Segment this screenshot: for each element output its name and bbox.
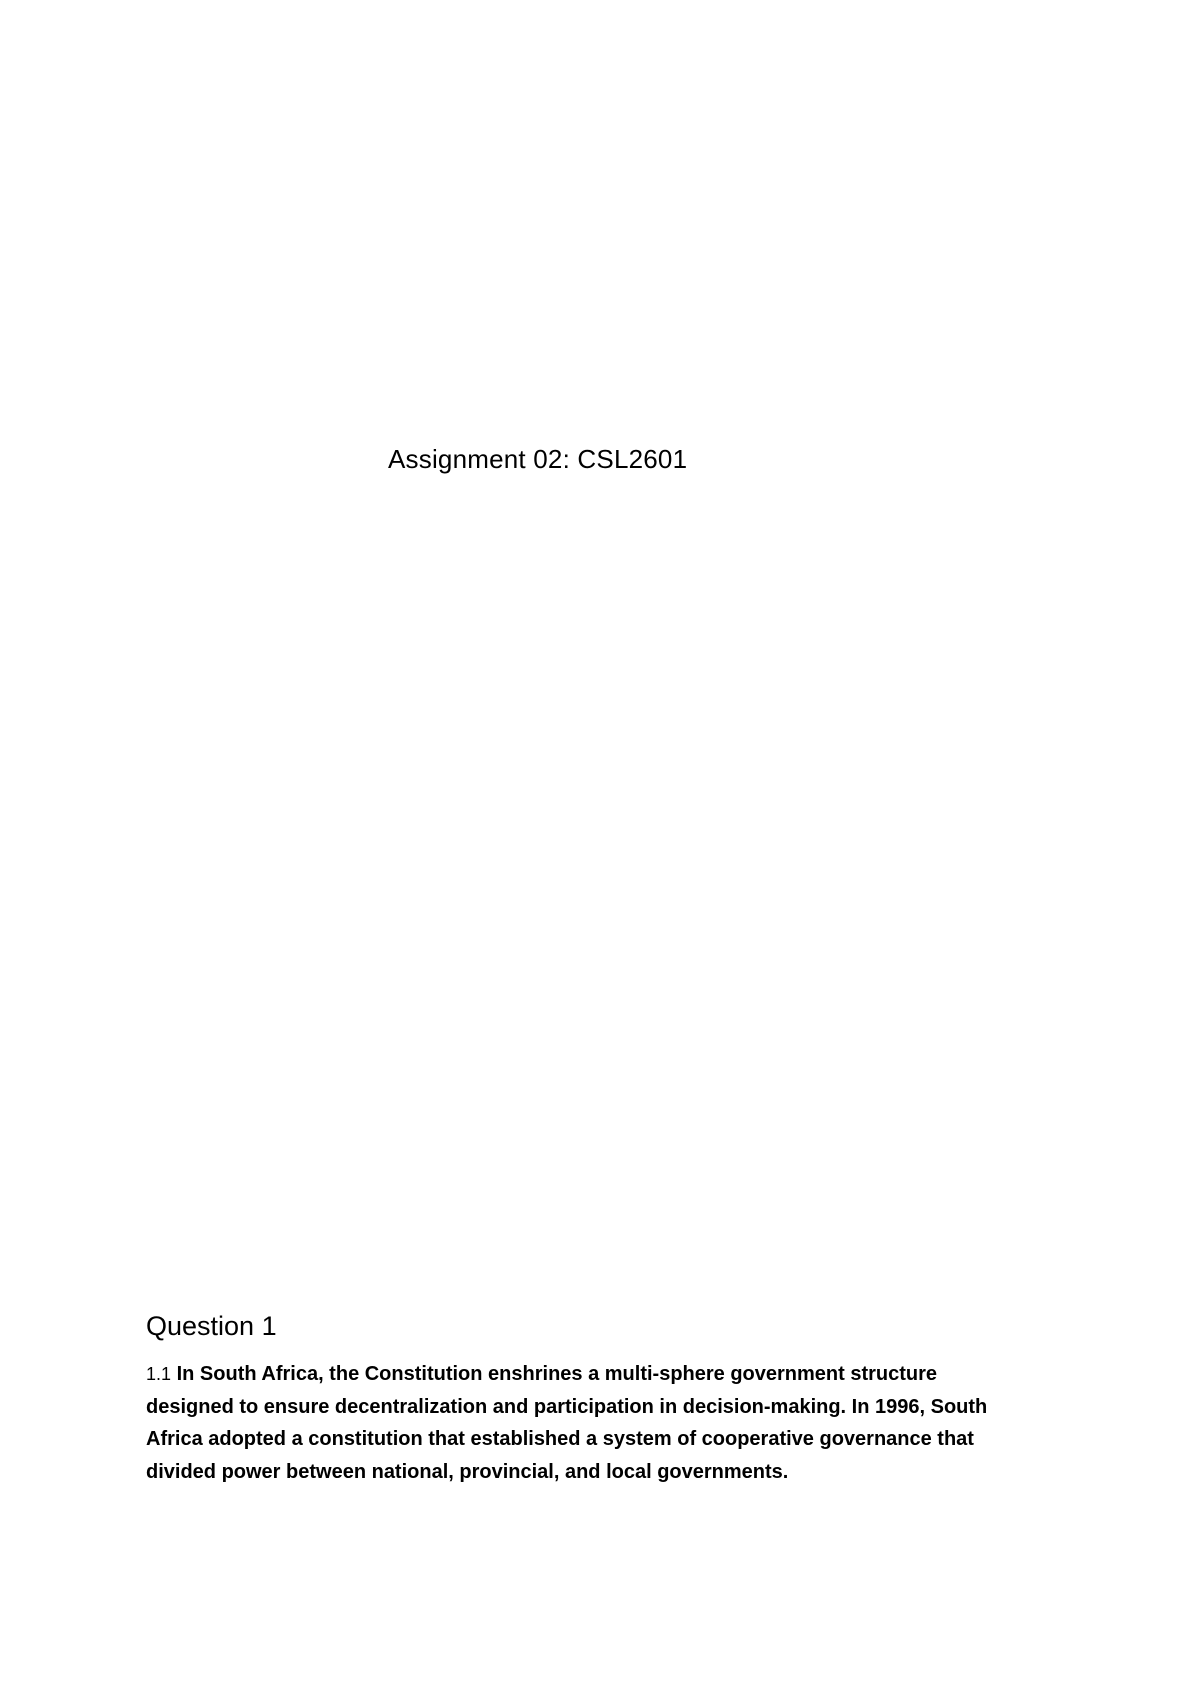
document-title: Assignment 02: CSL2601 (388, 444, 688, 474)
question-section (146, 1308, 1046, 1488)
question-paragraph (146, 1358, 1026, 1488)
paragraph-number: 1.1 (146, 1364, 172, 1384)
paragraph-text: In South Africa, the Constitution enshrines a multi-sphere government structure designed to ensure decentralization and participation in decision-making. In 1996, South Africa adopted a constitution that established a system of cooperative governance that divided power between national, provincial, and local governments. (146, 1363, 988, 1483)
question-heading: Question 1 (146, 1311, 277, 1341)
